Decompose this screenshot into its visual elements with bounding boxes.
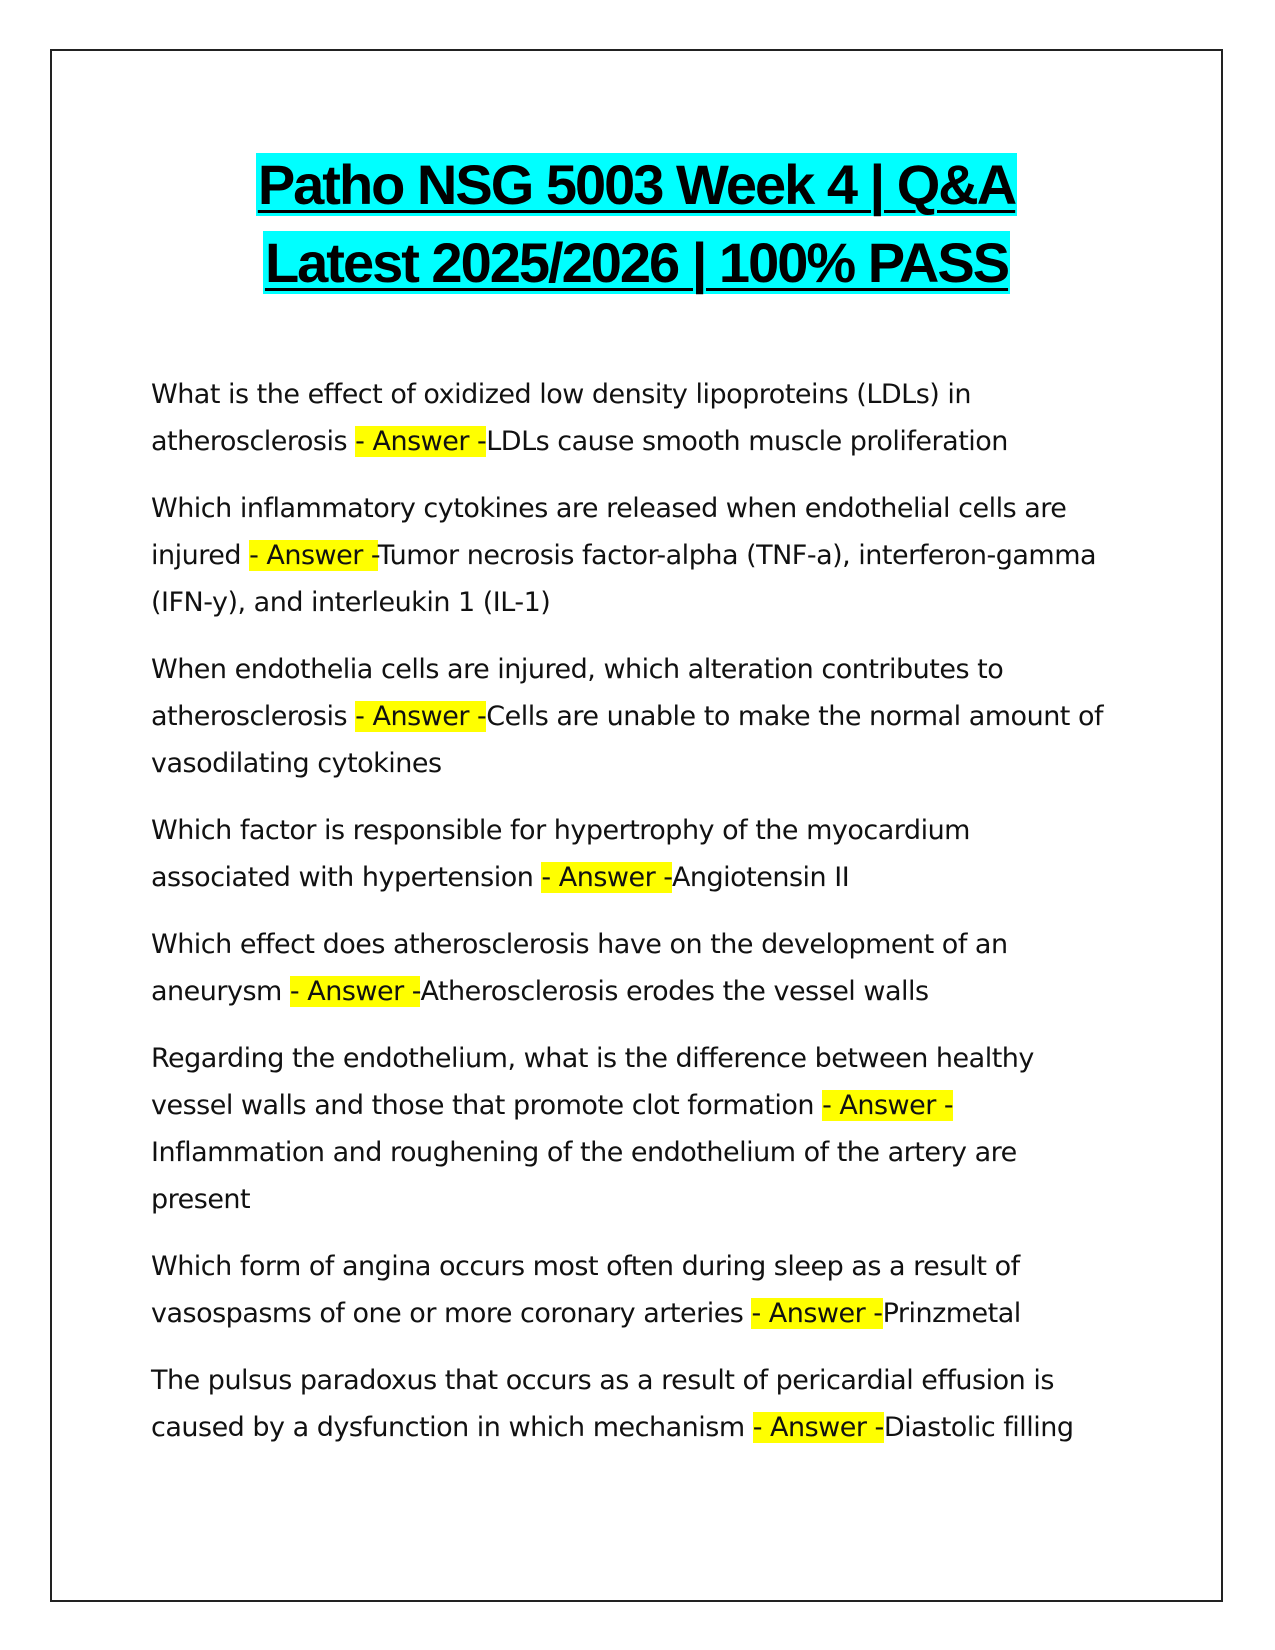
- qa-item: [151, 1243, 1111, 1337]
- answer-text: Atherosclerosis erodes the vessel walls: [420, 976, 929, 1007]
- question-text: Which effect does atherosclerosis have on the development of an aneurysm: [151, 929, 1008, 1007]
- answer-label: - Answer -: [541, 862, 672, 893]
- answer-label: - Answer -: [751, 1298, 883, 1329]
- page-title: [50, 146, 1223, 302]
- answer-text: Prinzmetal: [882, 1298, 1021, 1329]
- answer-text: Tumor necrosis factor-alpha (TNF-a), interferon-gamma (IFN-y), and interleukin 1 (IL-1): [151, 540, 1097, 618]
- qa-item: [151, 1035, 1111, 1223]
- answer-label: - Answer -: [752, 1412, 884, 1443]
- qa-item: [151, 646, 1111, 787]
- answer-text: Angiotensin II: [671, 862, 850, 893]
- question-text: Regarding the endothelium, what is the difference between healthy vessel walls and those that promote clot formation: [151, 1043, 1034, 1121]
- qa-list: [151, 371, 1111, 1471]
- title-line-1: Patho NSG 5003 Week 4 | Q&A: [257, 153, 1016, 216]
- answer-text: LDLs cause smooth muscle proliferation: [486, 426, 1008, 457]
- question-text: Which inflammatory cytokines are released when endothelial cells are injured: [151, 493, 1067, 571]
- question-text: Which form of angina occurs most often during sleep as a result of vasospasms of one or more coronary arteries: [151, 1251, 1020, 1329]
- answer-label: - Answer -: [249, 540, 378, 571]
- question-text: The pulsus paradoxus that occurs as a result of pericardial effusion is caused by a dysfunction in which mechanism: [151, 1365, 1054, 1443]
- qa-item: [151, 371, 1111, 465]
- question-text: When endothelia cells are injured, which alteration contributes to atherosclerosis: [151, 654, 1004, 732]
- qa-item: [151, 1357, 1111, 1451]
- answer-label: - Answer -: [355, 426, 487, 457]
- answer-text: Cells are unable to make the normal amount of vasodilating cytokines: [151, 701, 1103, 779]
- qa-item: [151, 807, 1111, 901]
- answer-text: Inflammation and roughening of the endothelium of the artery are present: [151, 1137, 1017, 1215]
- qa-item: [151, 921, 1111, 1015]
- question-text: Which factor is responsible for hypertrophy of the myocardium associated with hypertension: [151, 815, 970, 893]
- answer-label: - Answer -: [355, 701, 487, 732]
- answer-label: - Answer -: [289, 976, 421, 1007]
- answer-label: - Answer -: [822, 1090, 954, 1121]
- question-text: What is the effect of oxidized low density lipoproteins (LDLs) in atherosclerosis: [151, 379, 971, 457]
- title-line-2: Latest 2025/2026 | 100% PASS: [264, 231, 1009, 294]
- answer-text: Diastolic filling: [883, 1412, 1074, 1443]
- qa-item: [151, 485, 1111, 626]
